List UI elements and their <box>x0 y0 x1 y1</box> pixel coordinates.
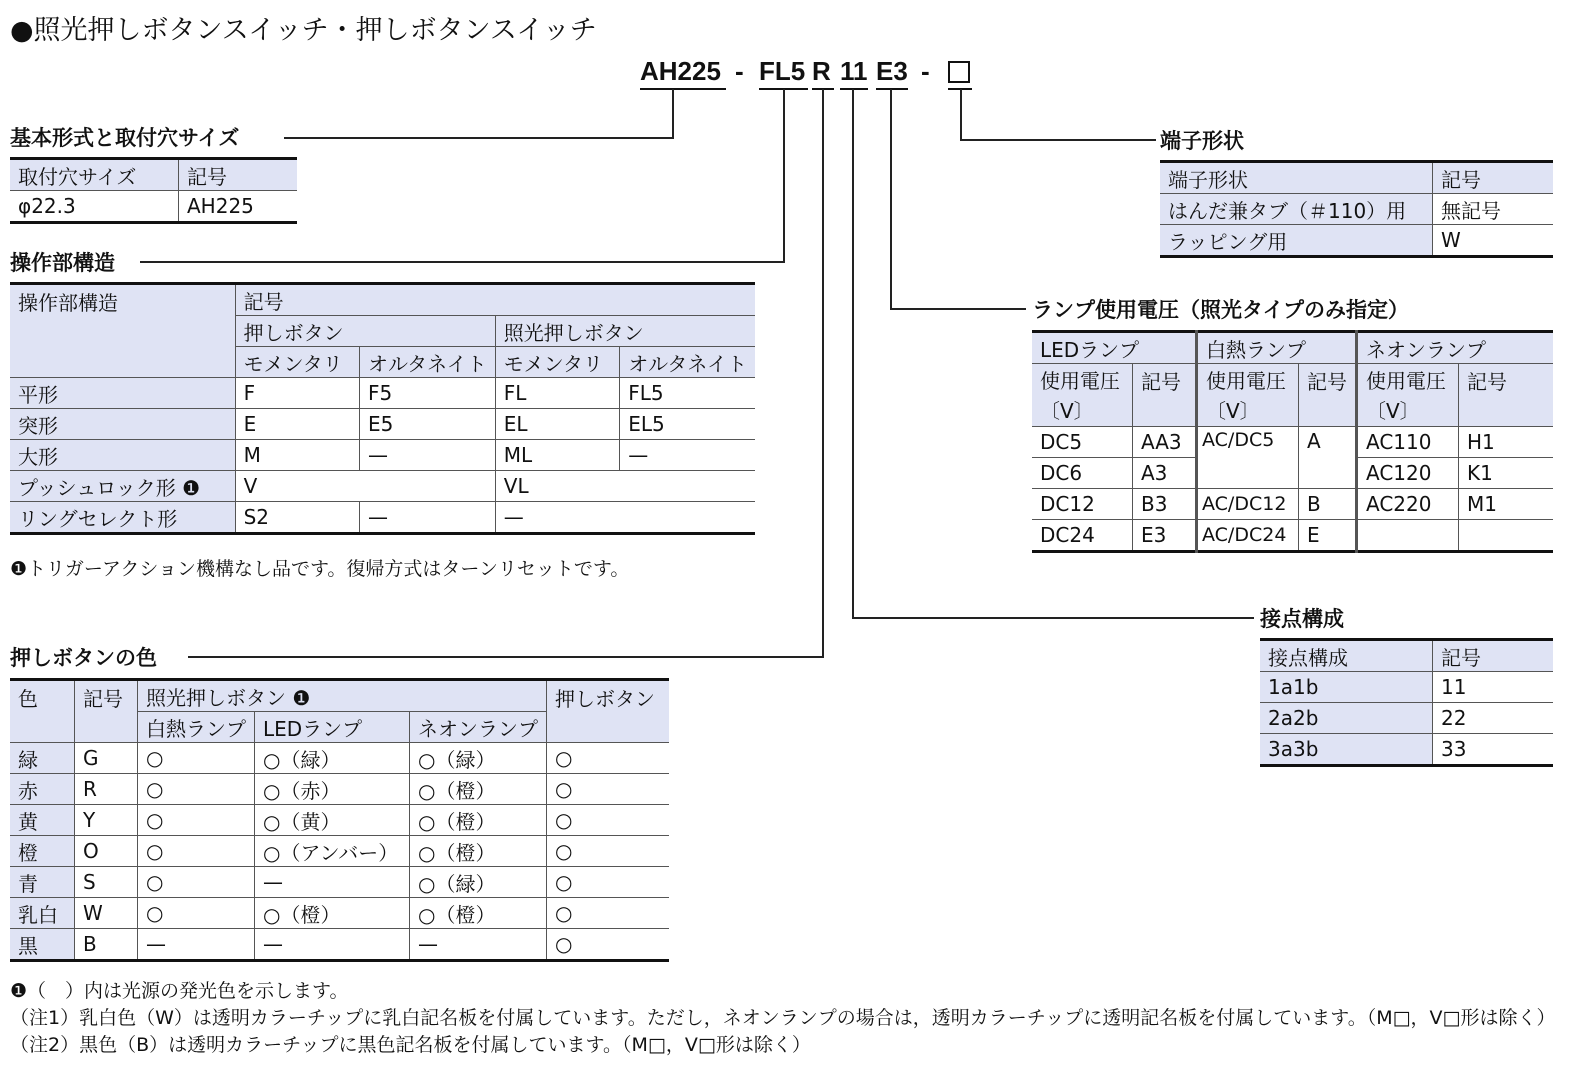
table-row <box>10 378 755 409</box>
table-row <box>1160 225 1553 257</box>
leader-line <box>822 89 824 657</box>
table-cell: — <box>359 440 495 471</box>
leader-line <box>284 137 674 139</box>
table-cell: — <box>255 929 410 961</box>
table-cell: ○ <box>547 836 670 867</box>
table-cell <box>1357 520 1459 552</box>
table-cell: ○（アンバー） <box>255 836 410 867</box>
footnote-mark: ❶ <box>182 475 201 500</box>
color-note-3: （注2）黒色（B）は透明カラーチップに黒色記名板を付属しています。（M□，V□形は除く） <box>10 1034 811 1056</box>
table-cell: S <box>75 867 138 898</box>
table-row <box>1032 489 1553 520</box>
header-cell: 記号 <box>179 159 298 191</box>
table-cell: B3 <box>1133 489 1197 520</box>
table-cell: E <box>235 409 359 440</box>
table-cell: ○ <box>547 898 670 929</box>
table-cell: AC110 <box>1357 427 1459 458</box>
table-cell: ○ <box>547 774 670 805</box>
table-cell: R <box>75 774 138 805</box>
table-cell: K1 <box>1459 458 1554 489</box>
table-cell: AA3 <box>1133 427 1197 458</box>
terminal-table <box>1160 160 1553 258</box>
table-cell: ○ <box>547 929 670 961</box>
leader-line <box>890 308 1026 310</box>
table-cell: 11 <box>1433 672 1554 703</box>
table-cell: Y <box>75 805 138 836</box>
section-title-operation: 操作部構造 <box>10 247 119 277</box>
table-row <box>10 867 669 898</box>
header-cell: 押しボタン <box>547 680 670 743</box>
leader-line <box>852 89 854 618</box>
code-voltage: E3 <box>876 56 908 86</box>
header-cell <box>1357 364 1459 427</box>
table-row <box>10 898 669 929</box>
table-cell: H1 <box>1459 427 1554 458</box>
table-cell: VL <box>495 471 755 502</box>
row-label: 平形 <box>10 378 235 409</box>
header-text: 照光押しボタン <box>146 685 286 710</box>
code-underline <box>840 88 868 90</box>
table-cell: W <box>1433 225 1554 257</box>
table-cell: AH225 <box>179 191 298 223</box>
row-label: ラッピング用 <box>1160 225 1433 257</box>
code-underline <box>640 88 726 90</box>
header-cell: 取付穴サイズ <box>10 159 179 191</box>
table-cell: E5 <box>359 409 495 440</box>
table-cell: ○ <box>547 867 670 898</box>
table-cell: A3 <box>1133 458 1197 489</box>
table-cell: ○（黄） <box>255 805 410 836</box>
header-unit: 〔V〕 <box>1366 399 1420 423</box>
leader-line <box>188 656 824 658</box>
table-cell: ○（橙） <box>410 836 547 867</box>
table-row <box>10 471 755 502</box>
header-unit: 〔V〕 <box>1206 399 1260 423</box>
header-cell: 端子形状 <box>1160 162 1433 194</box>
table-row <box>10 929 669 961</box>
table-cell: AC/DC5 <box>1197 427 1299 489</box>
table-cell: ○（橙） <box>255 898 410 929</box>
table-cell: — <box>495 502 755 534</box>
table-cell: EL5 <box>620 409 755 440</box>
table-cell: A <box>1299 427 1357 489</box>
table-cell: ○ <box>138 836 255 867</box>
table-cell: M <box>235 440 359 471</box>
table-cell: ○（橙） <box>410 898 547 929</box>
operation-note: ❶トリガーアクション機構なし品です。復帰方式はターンリセットです。 <box>10 558 630 580</box>
header-text: 使用電圧 <box>1366 369 1446 393</box>
table-cell: ○（赤） <box>255 774 410 805</box>
header-text: 使用電圧 <box>1206 369 1286 393</box>
header-cell: オルタネイト <box>359 347 495 378</box>
header-cell: ネオンランプ <box>1357 332 1554 364</box>
table-cell: FL <box>495 378 619 409</box>
table-cell: AC120 <box>1357 458 1459 489</box>
table-row <box>10 805 669 836</box>
table-row <box>1032 427 1553 458</box>
header-cell: 記号 <box>1459 364 1554 427</box>
header-cell: オルタネイト <box>620 347 755 378</box>
row-label: リングセレクト形 <box>10 502 235 534</box>
table-cell: ○（緑） <box>410 743 547 774</box>
voltage-table <box>1032 330 1553 553</box>
code-color: R <box>812 56 831 86</box>
header-cell: モメンタリ <box>235 347 359 378</box>
table-cell: — <box>359 502 495 534</box>
table-cell: E3 <box>1133 520 1197 552</box>
header-cell: 操作部構造 <box>10 284 235 378</box>
table-row <box>1260 734 1553 766</box>
row-label: 橙 <box>10 836 75 867</box>
header-cell <box>1197 364 1299 427</box>
code-operation: FL5 <box>759 56 806 86</box>
table-cell: ○（橙） <box>410 805 547 836</box>
color-note-2: （注1）乳白色（W）は透明カラーチップに乳白記名板を付属しています。ただし，ネオンランプの場合は，透明カラーチップに透明記名板を付属しています。（M□，V□形は除く） <box>10 1007 1556 1029</box>
table-cell: DC6 <box>1032 458 1133 489</box>
table-cell: DC24 <box>1032 520 1133 552</box>
table-cell: φ22.3 <box>10 191 179 223</box>
section-title-contact: 接点構成 <box>1260 603 1348 633</box>
leader-line <box>960 89 962 140</box>
header-cell: 押しボタン <box>235 316 495 347</box>
table-cell: DC12 <box>1032 489 1133 520</box>
header-cell <box>1032 364 1133 427</box>
row-label <box>10 471 235 502</box>
table-cell: G <box>75 743 138 774</box>
header-cell: 記号 <box>1433 162 1554 194</box>
header-cell: 記号 <box>1299 364 1357 427</box>
table-cell: ○（緑） <box>255 743 410 774</box>
footnote-mark: ❶ <box>292 685 311 710</box>
table-cell: 22 <box>1433 703 1554 734</box>
table-cell <box>1459 520 1554 552</box>
row-label-text: プッシュロック形 <box>18 475 176 500</box>
mount-table <box>10 157 297 224</box>
table-cell: — <box>410 929 547 961</box>
header-unit: 〔V〕 <box>1040 399 1094 423</box>
table-cell: FL5 <box>620 378 755 409</box>
table-cell: F <box>235 378 359 409</box>
code-contact: 11 <box>840 56 868 86</box>
table-cell: B <box>1299 489 1357 520</box>
header-cell: モメンタリ <box>495 347 619 378</box>
table-cell: 33 <box>1433 734 1554 766</box>
leader-line <box>783 89 785 262</box>
header-cell: 色 <box>10 680 75 743</box>
leader-line <box>140 261 785 263</box>
leader-line <box>852 617 1254 619</box>
table-row <box>1160 194 1553 225</box>
table-cell: B <box>75 929 138 961</box>
table-cell: 無記号 <box>1433 194 1554 225</box>
code-base: AH225 <box>640 56 721 86</box>
row-label: 突形 <box>10 409 235 440</box>
leader-line <box>890 89 892 309</box>
table-row <box>10 409 755 440</box>
row-label: 緑 <box>10 743 75 774</box>
table-cell: V <box>235 471 495 502</box>
header-cell: 記号 <box>1433 640 1554 672</box>
code-separator-2: - <box>921 56 930 86</box>
section-title-mount: 基本形式と取付穴サイズ <box>10 122 243 152</box>
table-cell: O <box>75 836 138 867</box>
table-row <box>10 774 669 805</box>
header-cell: 白熱ランプ <box>138 712 255 743</box>
table-cell: — <box>620 440 755 471</box>
contact-table <box>1260 638 1553 767</box>
row-label: はんだ兼タブ（＃110）用 <box>1160 194 1433 225</box>
table-cell: — <box>138 929 255 961</box>
header-cell <box>138 680 547 712</box>
table-row <box>10 836 669 867</box>
header-text: 使用電圧 <box>1040 369 1120 393</box>
table-cell: — <box>255 867 410 898</box>
row-label: 黄 <box>10 805 75 836</box>
row-label: 青 <box>10 867 75 898</box>
row-label: 乳白 <box>10 898 75 929</box>
table-row <box>10 743 669 774</box>
table-cell: ○ <box>138 805 255 836</box>
table-cell: ○ <box>138 743 255 774</box>
operation-table <box>10 282 755 535</box>
table-row <box>1260 703 1553 734</box>
table-row <box>10 440 755 471</box>
row-label: 3a3b <box>1260 734 1433 766</box>
table-cell: F5 <box>359 378 495 409</box>
table-row <box>10 502 755 534</box>
section-title-voltage: ランプ使用電圧（照光タイプのみ指定） <box>1032 294 1413 324</box>
table-cell: ○ <box>138 867 255 898</box>
header-cell: LEDランプ <box>1032 332 1197 364</box>
code-terminal-box <box>948 61 970 83</box>
row-label: 1a1b <box>1260 672 1433 703</box>
leader-line <box>672 89 674 137</box>
section-title-terminal: 端子形状 <box>1160 125 1248 155</box>
header-cell: 記号 <box>235 284 755 316</box>
table-cell: AC/DC12 <box>1197 489 1299 520</box>
table-cell: DC5 <box>1032 427 1133 458</box>
table-cell: ML <box>495 440 619 471</box>
table-cell: AC220 <box>1357 489 1459 520</box>
row-label: 赤 <box>10 774 75 805</box>
header-cell: ネオンランプ <box>410 712 547 743</box>
table-cell: S2 <box>235 502 359 534</box>
table-cell: ○ <box>547 743 670 774</box>
table-cell: ○ <box>138 898 255 929</box>
table-cell: EL <box>495 409 619 440</box>
table-cell: ○ <box>138 774 255 805</box>
header-cell: 白熱ランプ <box>1197 332 1357 364</box>
page-title: ●照光押しボタンスイッチ・押しボタンスイッチ <box>10 15 597 46</box>
code-separator: - <box>735 56 744 86</box>
row-label: 黒 <box>10 929 75 961</box>
table-cell: ○（緑） <box>410 867 547 898</box>
header-cell: 照光押しボタン <box>495 316 755 347</box>
table-cell: E <box>1299 520 1357 552</box>
color-table <box>10 678 669 962</box>
header-cell: LEDランプ <box>255 712 410 743</box>
leader-line <box>960 139 1156 141</box>
table-cell: W <box>75 898 138 929</box>
row-label: 2a2b <box>1260 703 1433 734</box>
table-row <box>1032 520 1553 552</box>
table-cell: ○ <box>547 805 670 836</box>
table-row <box>1260 672 1553 703</box>
header-cell: 記号 <box>1133 364 1197 427</box>
color-note-1: ❶（ ）内は光源の発光色を示します。 <box>10 980 349 1002</box>
section-title-color: 押しボタンの色 <box>10 642 161 672</box>
code-underline <box>876 88 908 90</box>
table-cell: M1 <box>1459 489 1554 520</box>
header-cell: 接点構成 <box>1260 640 1433 672</box>
header-cell: 記号 <box>75 680 138 743</box>
table-cell: AC/DC24 <box>1197 520 1299 552</box>
row-label: 大形 <box>10 440 235 471</box>
table-cell: ○（橙） <box>410 774 547 805</box>
